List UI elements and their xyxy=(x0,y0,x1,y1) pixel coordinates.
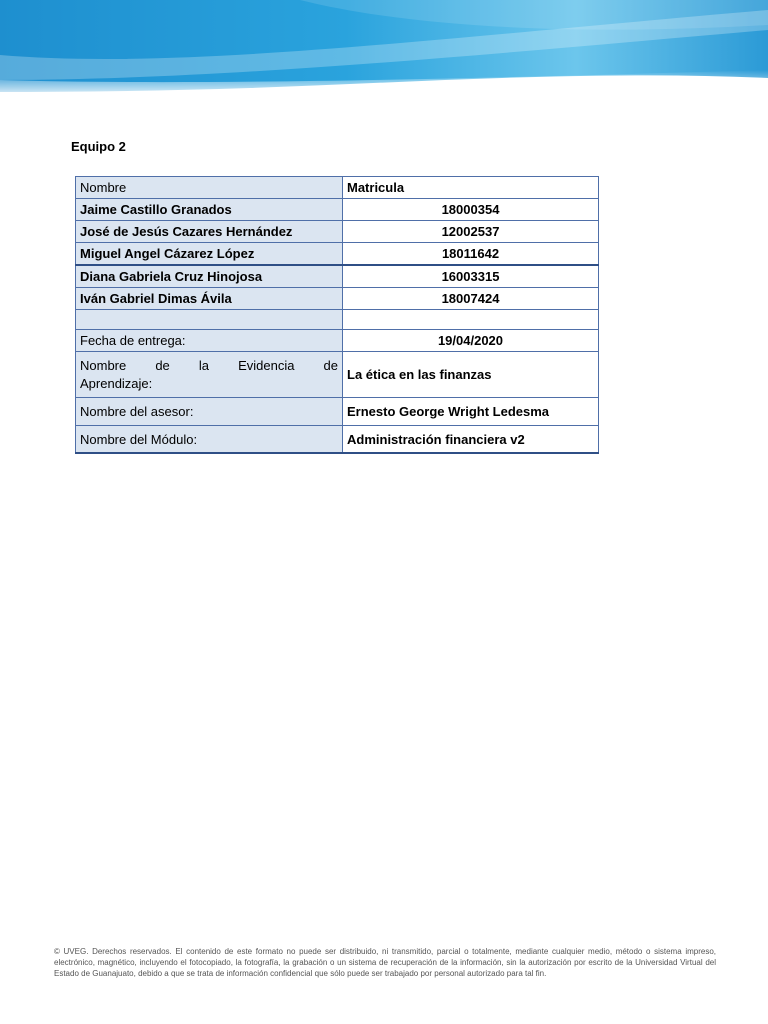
student-id: 18011642 xyxy=(343,243,599,266)
fecha-value: 19/04/2020 xyxy=(343,330,599,352)
evidencia-value: La ética en las finanzas xyxy=(343,352,599,398)
evidencia-label-word: de xyxy=(323,357,338,373)
evidencia-label-word: Nombre xyxy=(80,357,127,373)
header-banner xyxy=(0,0,768,96)
student-name: Jaime Castillo Granados xyxy=(76,199,343,221)
team-label: Equipo 2 xyxy=(71,139,126,154)
name-header-cell: Nombre xyxy=(76,177,343,199)
modulo-value: Administración financiera v2 xyxy=(343,426,599,454)
student-id: 12002537 xyxy=(343,221,599,243)
evidencia-label xyxy=(76,352,343,398)
student-id: 18007424 xyxy=(343,288,599,310)
copyright-footer: © UVEG. Derechos reservados. El contenido de este formato no puede ser distribuido, ni transmitido, parcial o totalmente, mediante cualquier medio, método o sistema impreso, electrónico, magnético, incluyendo el fotocopiado, la fotografía, la grabación o un sistema de recuperación de la información, sin la autorización por escrito de la Universidad Virtual del Estado de Guanajuato, debido a que se trata de información confidencial que sólo puede ser trabajado por personal autorizado para tal fin. xyxy=(54,947,716,978)
student-name: José de Jesús Cazares Hernández xyxy=(76,221,343,243)
student-name: Diana Gabriela Cruz Hinojosa xyxy=(76,265,343,288)
empty-cell xyxy=(76,310,343,330)
student-id: 16003315 xyxy=(343,265,599,288)
student-name: Iván Gabriel Dimas Ávila xyxy=(76,288,343,310)
evidencia-label-word: la xyxy=(198,357,209,373)
asesor-value: Ernesto George Wright Ledesma xyxy=(343,398,599,426)
modulo-label: Nombre del Módulo: xyxy=(76,426,343,454)
info-table xyxy=(75,176,599,454)
fecha-label: Fecha de entrega: xyxy=(76,330,343,352)
empty-cell xyxy=(343,310,599,330)
evidencia-label-line2: Aprendizaje: xyxy=(80,375,153,391)
student-name: Miguel Angel Cázarez López xyxy=(76,243,343,266)
student-id: 18000354 xyxy=(343,199,599,221)
asesor-label: Nombre del asesor: xyxy=(76,398,343,426)
id-header-cell: Matricula xyxy=(343,177,599,199)
evidencia-label-word: de xyxy=(155,357,170,373)
evidencia-label-word: Evidencia xyxy=(238,357,295,373)
